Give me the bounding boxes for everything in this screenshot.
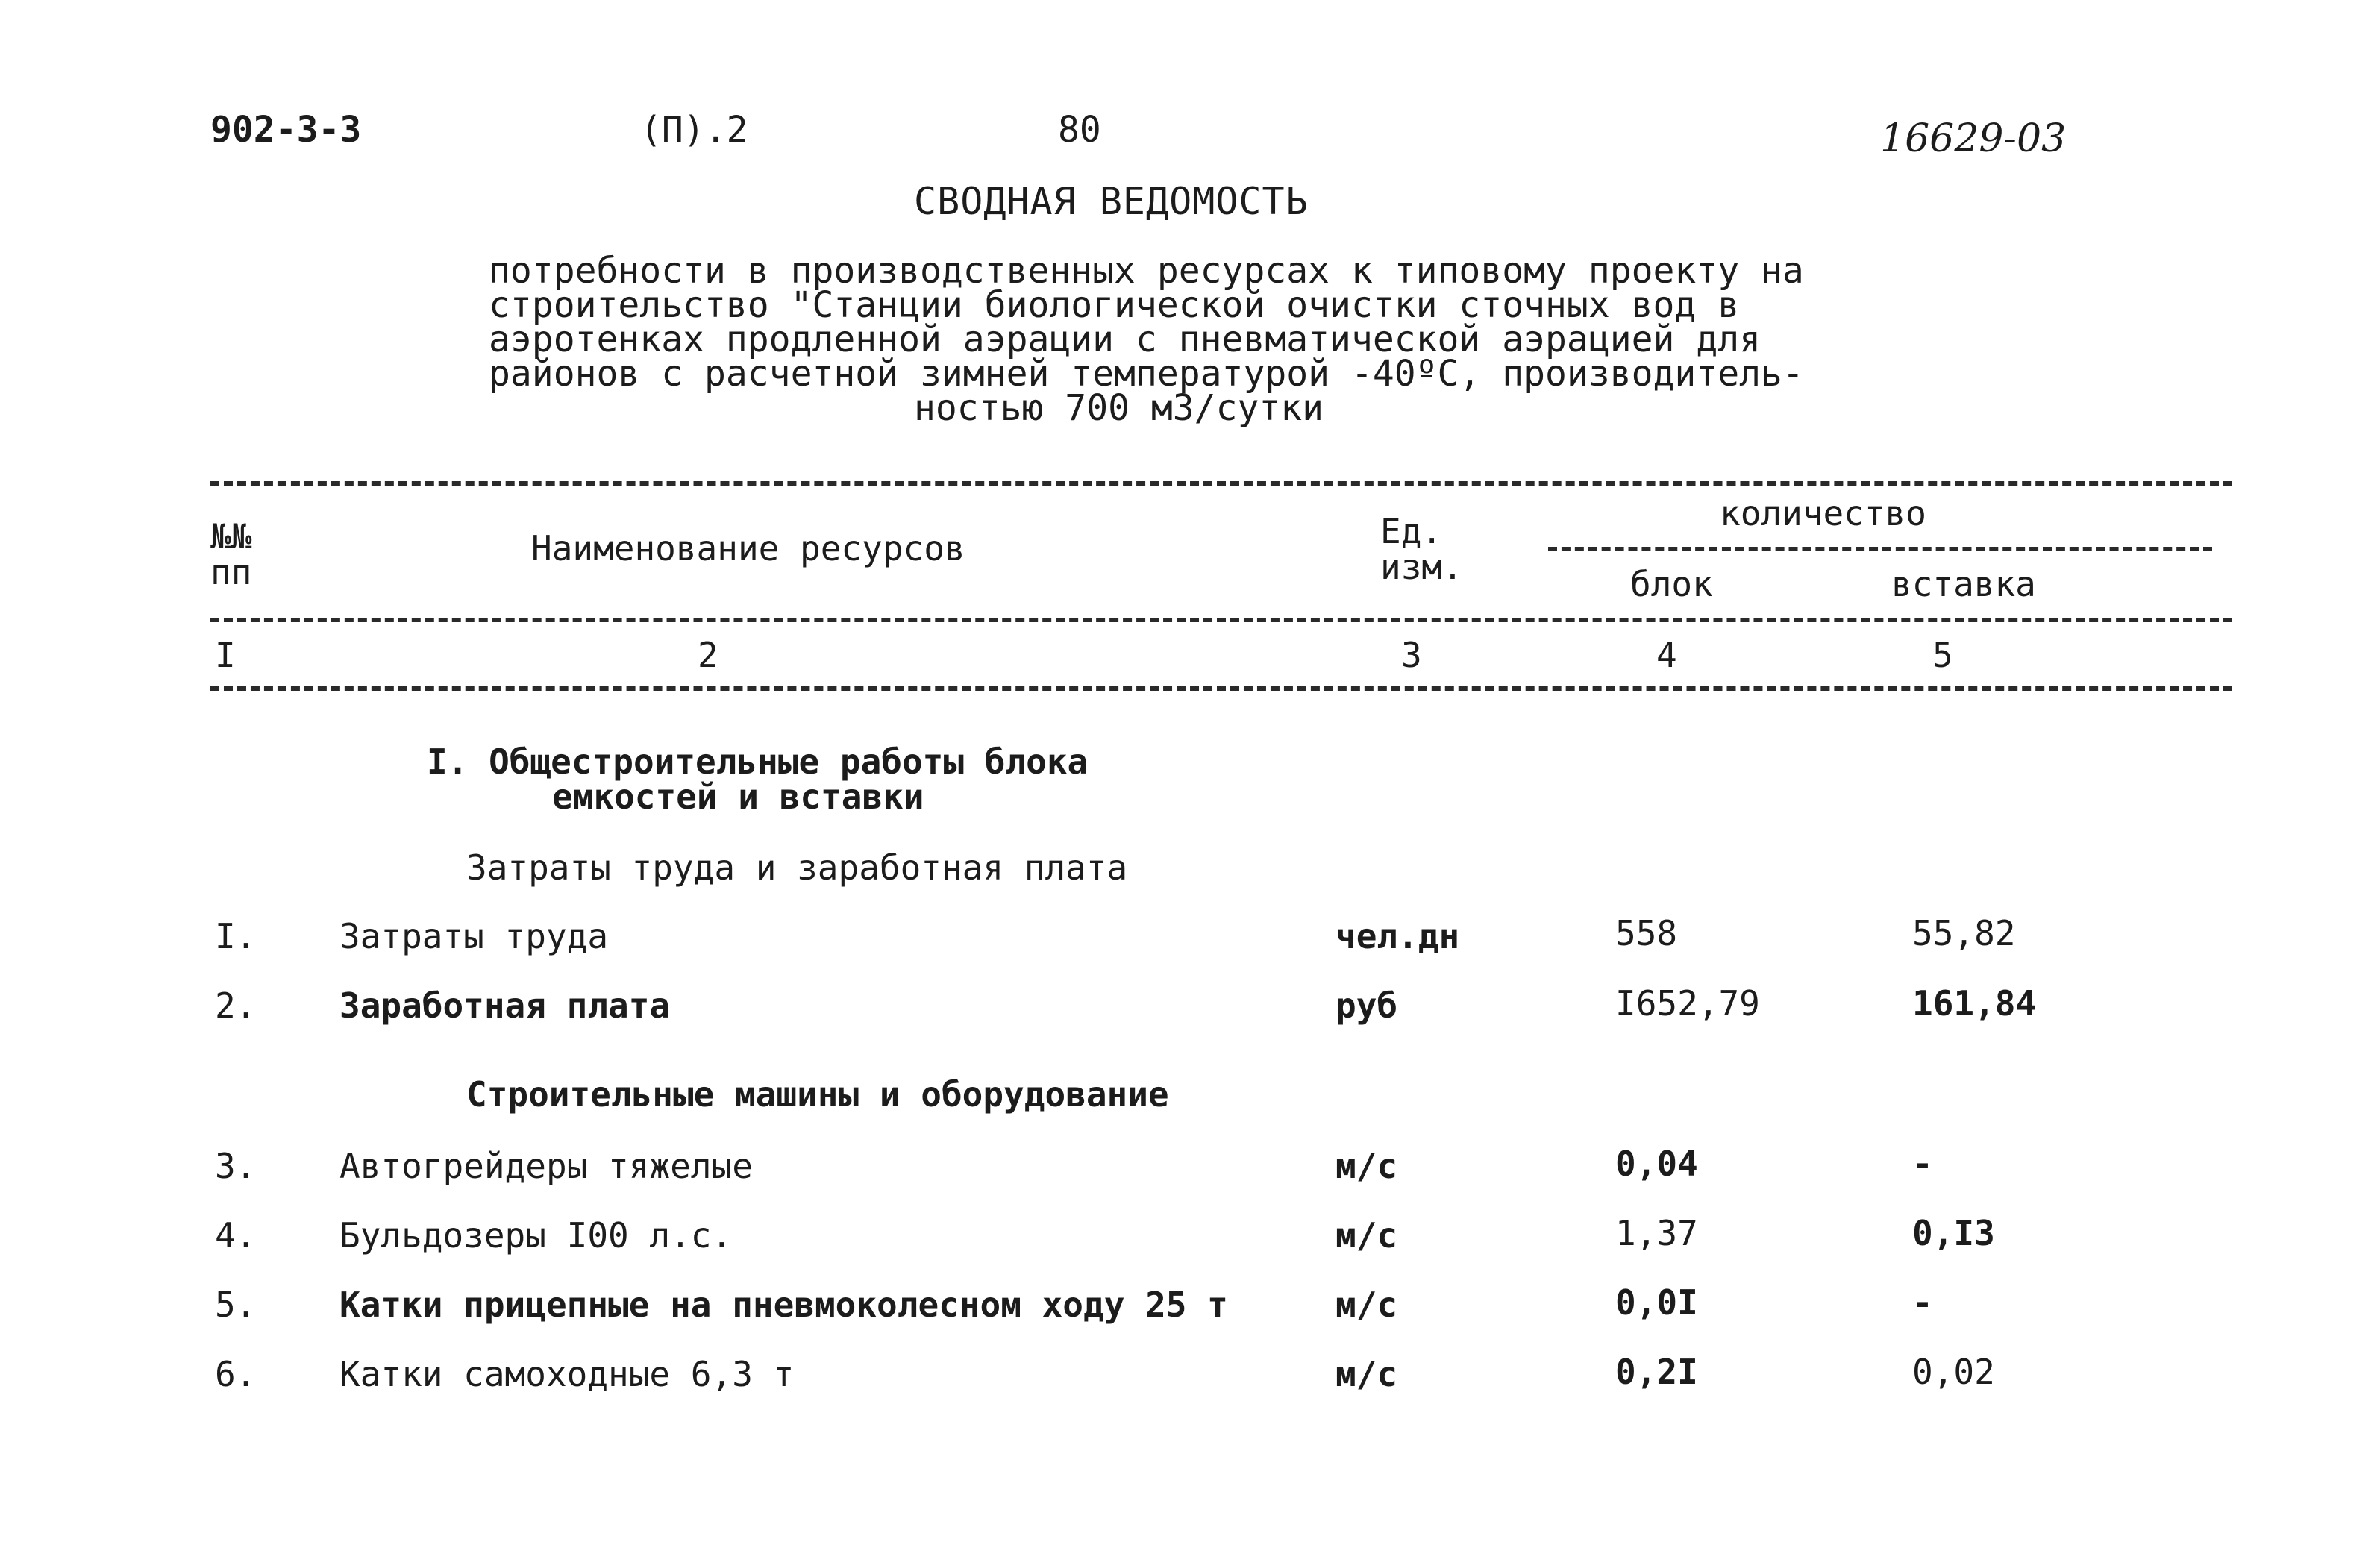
row-insert: 0,I3 [1912,1213,1995,1253]
document-code: 902-3-3 [210,109,362,151]
subsection-title: Строительные машины и оборудование [466,1074,1169,1115]
column-header-insert: вставка [1891,564,2036,604]
row-insert: 161,84 [1912,983,2037,1024]
subsection-title: Затраты труда и заработная плата [466,847,1128,888]
table-top-rule [210,481,2232,486]
row-name: Затраты труда [339,916,609,956]
row-insert: - [1912,1282,1933,1323]
section-title: I. Общестроительные работы блока [427,742,1089,782]
row-num: 3. [215,1146,257,1186]
header-bottom-rule [210,686,2232,691]
column-number-1: I [215,635,236,675]
description-line: потребности в производственных ресурсах к типовому проекту на [489,250,1804,292]
row-num: I. [215,916,257,956]
section-title-cont: емкостей и вставки [552,777,924,817]
row-num: 2. [215,985,257,1026]
description-line: строительство "Станции биологической очистки сточных вод в [489,284,1740,326]
quantity-subrule [1548,547,2212,551]
row-unit: чел.дн [1335,916,1460,956]
row-unit: м/с [1335,1354,1398,1394]
row-insert: 0,02 [1912,1352,1995,1392]
page-title: СВОДНАЯ ВЕДОМОСТЬ [914,180,1309,223]
column-number-4: 4 [1656,635,1677,675]
row-insert: - [1912,1144,1933,1184]
column-number-2: 2 [698,635,718,675]
row-num: 6. [215,1354,257,1394]
row-name: Бульдозеры I00 л.с. [339,1215,733,1256]
row-block: 558 [1615,913,1678,953]
row-block: 1,37 [1615,1213,1698,1253]
column-header-num: №№ пп [210,516,252,592]
page-number: 80 [1058,109,1101,151]
description-line: районов с расчетной зимней температурой -40ºС, производитель- [489,353,1804,395]
row-name: Катки самоходные 6,3 т [339,1354,795,1394]
document-number: 16629-03 [1880,116,2067,161]
row-name: Катки прицепные на пневмоколесном ходу 25 т [339,1285,1228,1325]
description-line: аэротенках продленной аэрации с пневматической аэрацией для [489,319,1761,360]
description [489,250,1921,429]
row-block: 0,2I [1615,1352,1698,1392]
column-header-name: Наименование ресурсов [531,528,965,568]
column-header-unit: Ед. изм. [1380,511,1463,587]
row-unit: м/с [1335,1146,1398,1186]
row-num: 5. [215,1285,257,1325]
column-number-3: 3 [1401,635,1422,675]
column-number-5: 5 [1932,635,1953,675]
row-num: 4. [215,1215,257,1256]
row-name: Заработная плата [339,985,671,1026]
description-line: ностью 700 м3/сутки [914,387,1324,429]
column-header-block: блок [1630,564,1713,604]
row-unit: м/с [1335,1285,1398,1325]
row-unit: м/с [1335,1215,1398,1256]
header-rule [210,618,2232,622]
row-block: 0,04 [1615,1144,1698,1184]
row-block: 0,0I [1615,1282,1698,1323]
row-block: I652,79 [1615,983,1760,1024]
row-unit: руб [1335,985,1398,1026]
row-name: Автогрейдеры тяжелые [339,1146,753,1186]
section-code: (П).2 [640,109,748,151]
row-insert: 55,82 [1912,913,2016,953]
column-header-quantity: количество [1720,493,1926,533]
